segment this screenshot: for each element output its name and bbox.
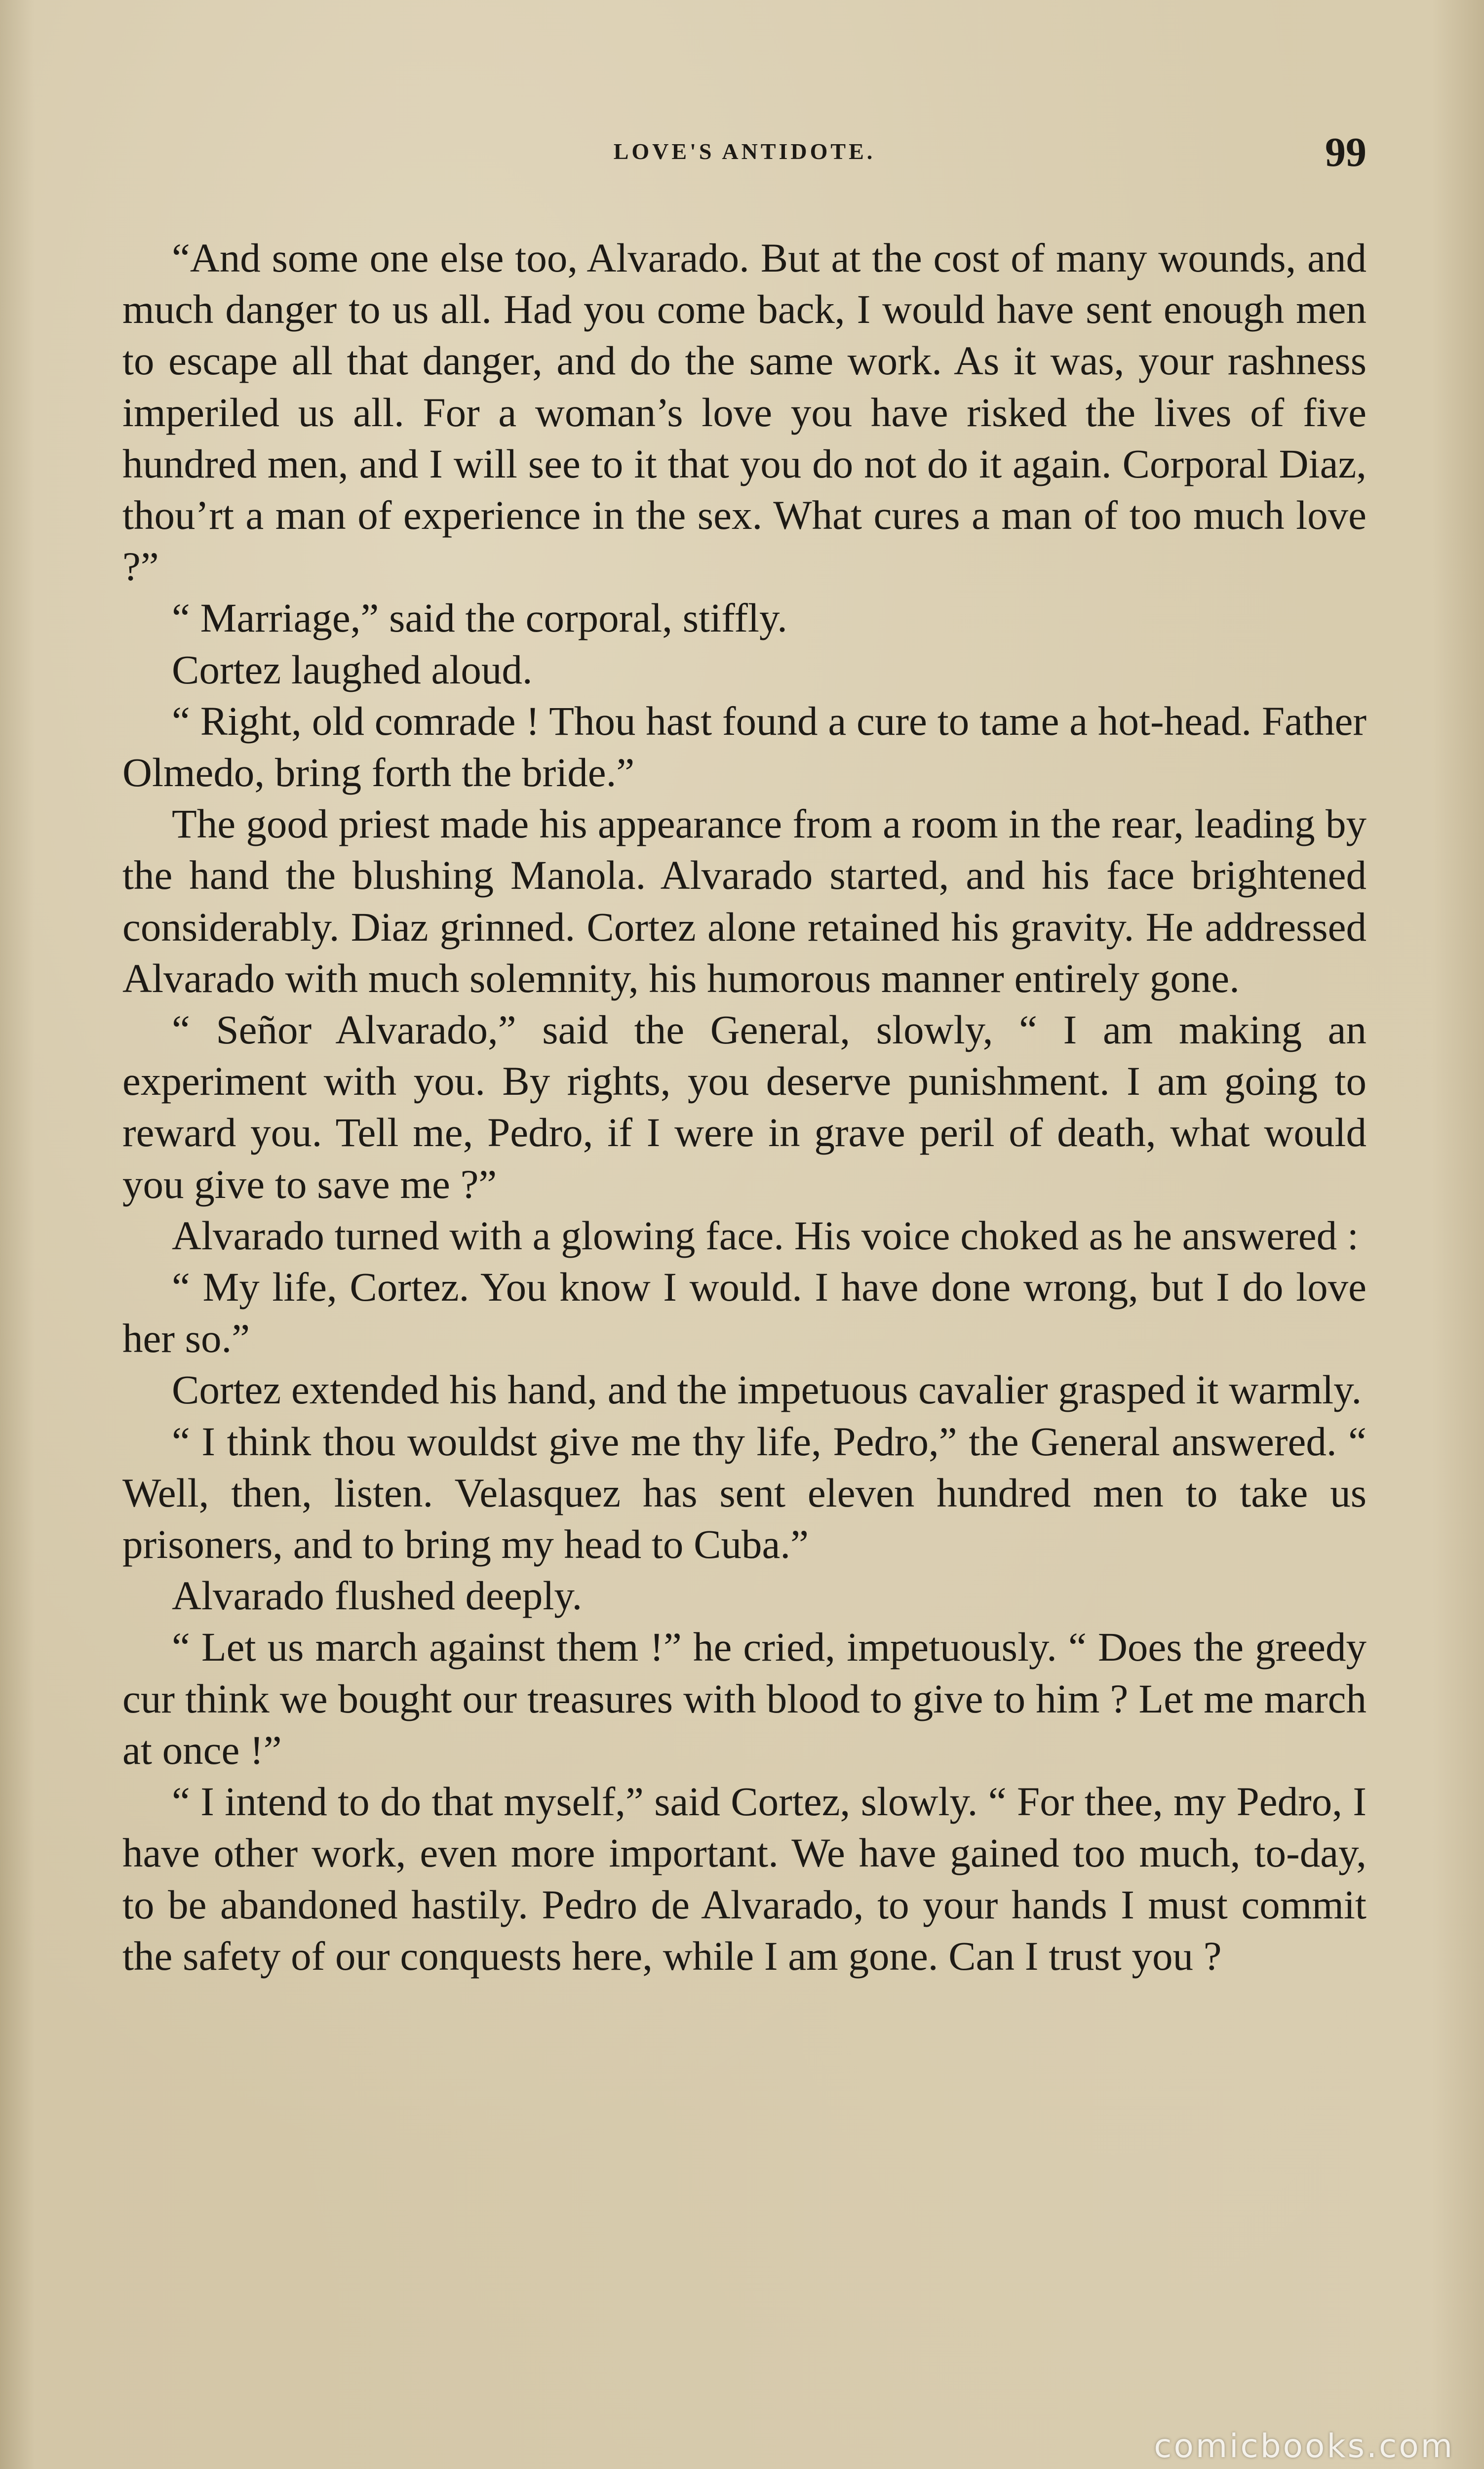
paragraph: “ I think thou wouldst give me thy life, Pedro,” the General answered. “ Well, then, listen. Velasquez has sent eleven hundred men to take us prisoners, and to bring my head to Cuba.” — [122, 1418, 1367, 1567]
paragraph: Cortez extended his hand, and the impetuous cavalier grasped it warmly. — [172, 1367, 1362, 1413]
paragraph: Alvarado flushed deeply. — [172, 1573, 583, 1619]
paragraph: Cortez laughed aloud. — [172, 646, 533, 692]
paragraph: “ I intend to do that myself,” said Cortez, slowly. “ For thee, my Pedro, I have other work, even more important. We have gained too much, to-day, to be abandoned hastily. Pedro de Alvarado, to your hands I must commit the safety of our conquests here, while I am gone. Can I trust you ? — [122, 1779, 1367, 1979]
running-title: LOVE'S ANTIDOTE. — [613, 139, 876, 164]
paragraph: “ My life, Cortez. You know I would. I have done wrong, but I do love her so.” — [122, 1264, 1367, 1361]
page-header — [122, 123, 1367, 193]
paragraph: “ Marriage,” said the corporal, stiffly. — [172, 595, 787, 641]
paragraph: “ Right, old comrade ! Thou hast found a cure to tame a hot-head. Father Olmedo, bring forth the bride.” — [122, 698, 1367, 796]
paragraph: “ Señor Alvarado,” said the General, slowly, “ I am making an experiment with you. By rights, you deserve punishment. I am going to reward you. Tell me, Pedro, if I were in grave peril of death, what would you give to save me ?” — [122, 1007, 1367, 1207]
paragraph: Alvarado turned with a glowing face. His voice choked as he answered : — [172, 1212, 1359, 1258]
paragraph: The good priest made his appearance from a room in the rear, leading by the hand the blushing Manola. Alvarado started, and his face brightened considerably. Diaz grinned. Cortez alone retained his gravity. He addressed Alvarado with much solemnity, his humorous manner entirely gone. — [122, 801, 1367, 1001]
page-number: 99 — [1325, 129, 1367, 175]
body-text — [122, 232, 1367, 1982]
paragraph: “And some one else too, Alvarado. But at the cost of many wounds, and much danger to us all. Had you come back, I would have sent enough men to escape all that danger, and do the same work. As it was, your rashness imperiled us all. For a woman’s love you have risked the lives of five hundred men, and I will see to it that you do not do it again. Corporal Diaz, thou’rt a man of experience in the sex. What cures a man of too much love ?” — [122, 235, 1367, 590]
watermark: comicbooks.com — [1154, 2427, 1454, 2465]
paragraph: “ Let us march against them !” he cried, impetuously. “ Does the greedy cur think we bought our treasures with blood to give to him ? Let me march at once !” — [122, 1624, 1367, 1773]
